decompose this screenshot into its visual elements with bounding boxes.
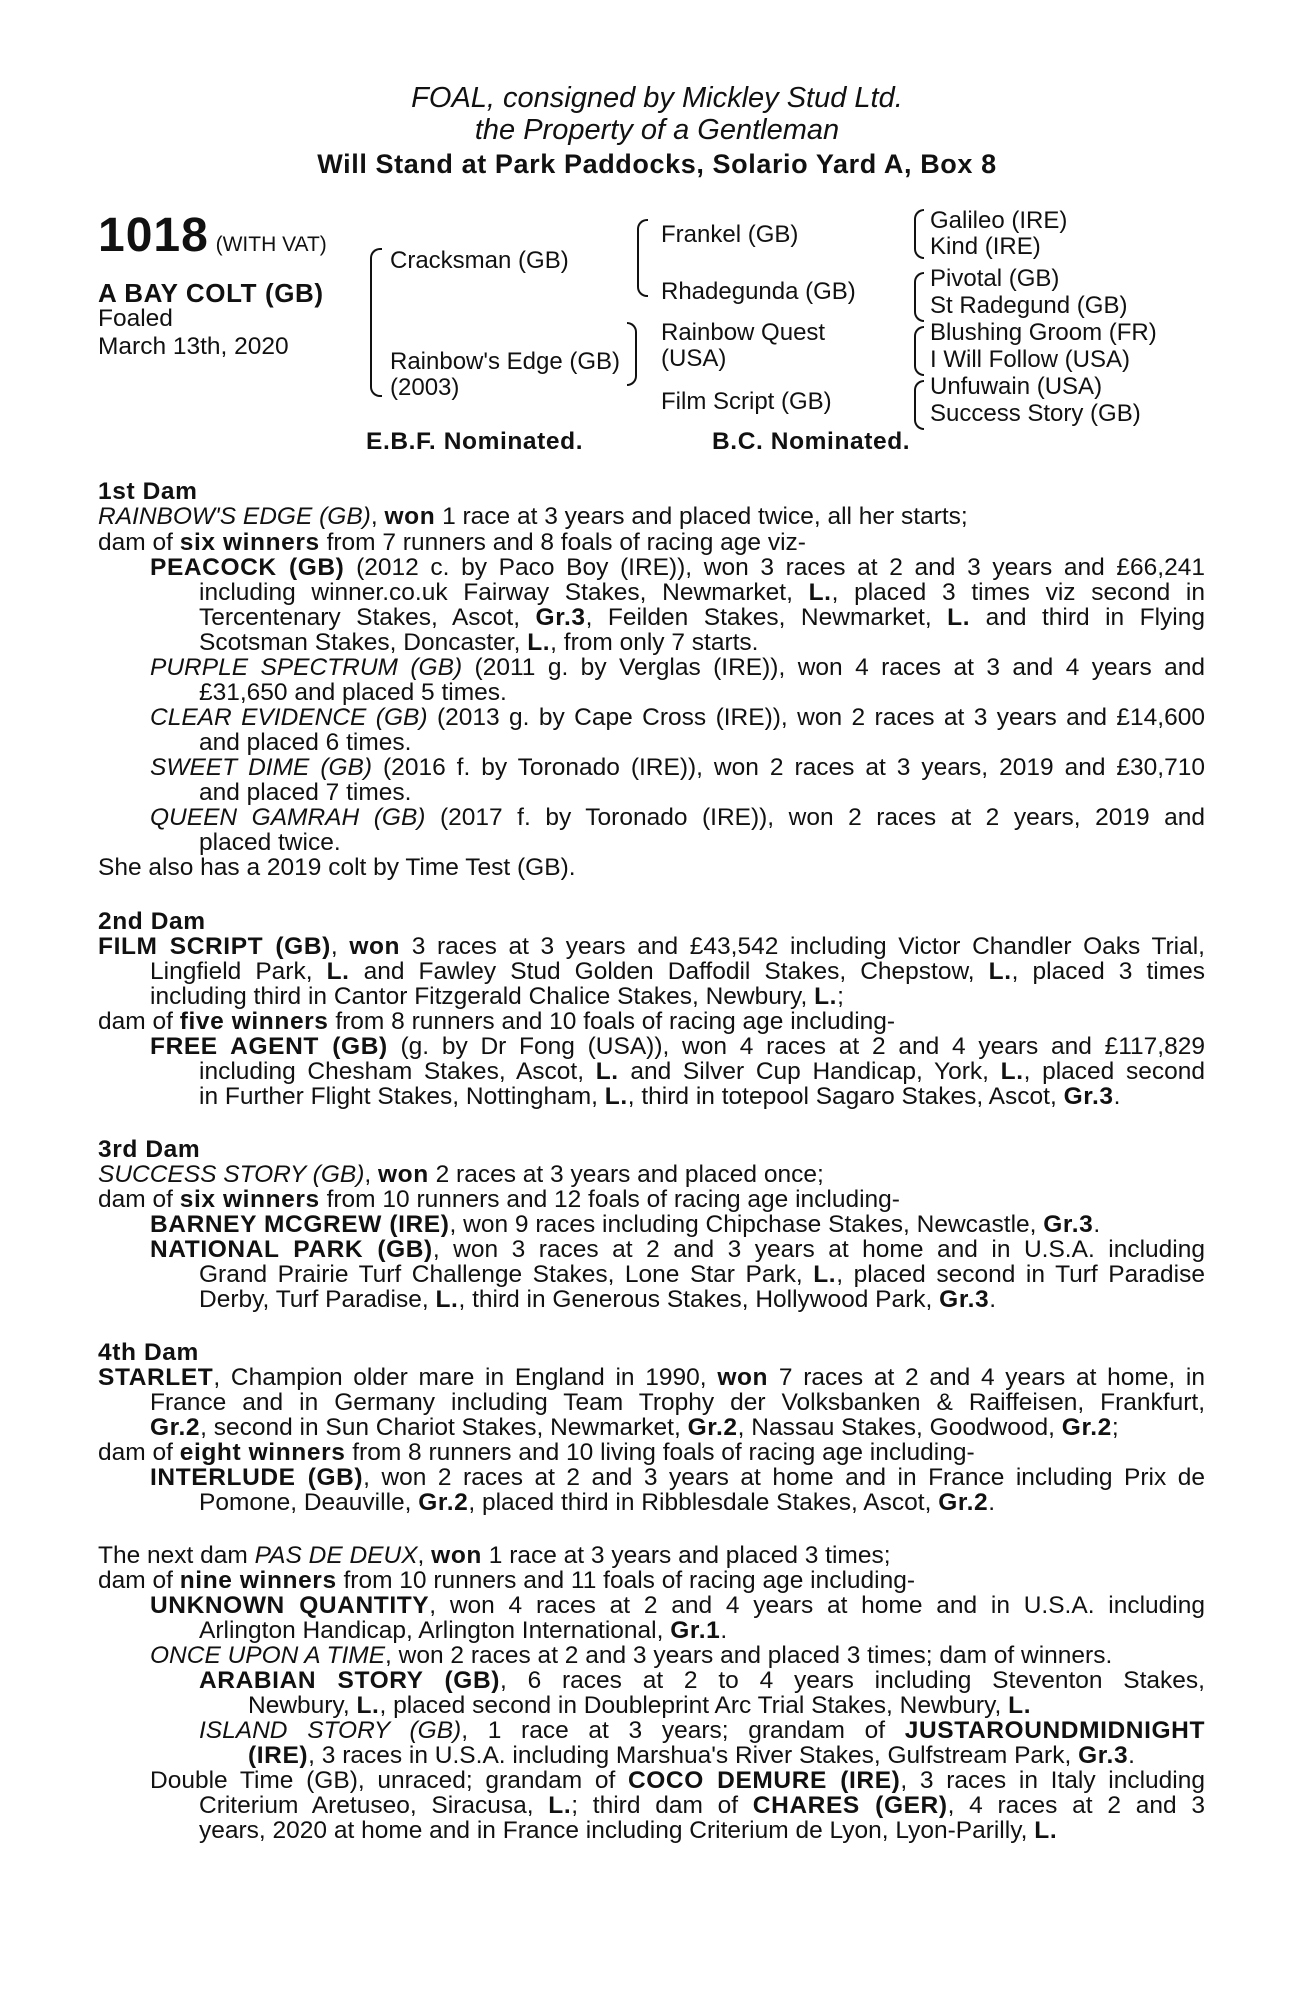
pedigree-dsd: I Will Follow (USA) [930,346,1131,373]
dam1-entry-clear-evidence: CLEAR EVIDENCE (GB) (2013 g. by Cape Cross (IRE)), won 2 races at 3 years and £14,600 [150,704,1205,731]
dam3-line: SUCCESS STORY (GB), won 2 races at 3 years and placed once; [98,1161,824,1188]
nextdam-entry-arabian-story-2: Newbury, L., placed second in Doubleprint Arc Trial Stakes, Newbury, L. [248,1692,1032,1719]
pedigree-ddd: Success Story (GB) [930,400,1141,427]
dam4-entry-interlude-2: Pomone, Deauville, Gr.2, placed third in Ribblesdale Stakes, Ascot, Gr.2. [199,1489,996,1516]
dam4-heading: 4th Dam [98,1339,199,1366]
nextdam-entry-island-story-2: (IRE), 3 races in U.S.A. including Marshua's River Stakes, Gulfstream Park, Gr.3. [248,1742,1135,1769]
pedigree-bracket-sire [637,219,648,297]
dam1-entry-peacock-4: Scotsman Stakes, Doncaster, L., from only 7 starts. [199,629,759,656]
dam1-entry-clear-evidence-2: and placed 6 times. [199,729,412,756]
dam4-line-2: France and in Germany including Team Trophy der Volksbanken & Raiffeisen, Frankfurt, [150,1389,1205,1416]
pedigree-ssd: Kind (IRE) [930,233,1041,260]
foaled-label: Foaled [98,305,173,332]
dam3-entry-national-park: NATIONAL PARK (GB), won 3 races at 2 and 3 years at home and in U.S.A. including [150,1236,1205,1263]
pedigree-bracket-main [370,248,382,397]
dam1-produce-line: dam of six winners from 7 runners and 8 foals of racing age viz- [98,529,806,556]
pedigree-sire: Cracksman (GB) [390,247,569,274]
dam3-entry-national-park-3: Derby, Turf Paradise, L., third in Generous Stakes, Hollywood Park, Gr.3. [199,1286,997,1313]
dam1-also: She also has a 2019 colt by Time Test (GB). [98,854,576,881]
pedigree-dds: Unfuwain (USA) [930,373,1103,400]
dam4-entry-interlude: INTERLUDE (GB), won 2 races at 2 and 3 years at home and in France including Prix de [150,1464,1205,1491]
property-line: the Property of a Gentleman [474,114,840,146]
nextdam-produce-line: dam of nine winners from 10 runners and 11 foals of racing age including- [98,1567,916,1594]
dam2-line: FILM SCRIPT (GB), won 3 races at 3 years and £43,542 including Victor Chandler Oaks Trial, [98,933,1205,960]
dam2-produce-line: dam of five winners from 8 runners and 10 foals of racing age including- [98,1008,896,1035]
dam2-entry-free-agent-2: including Chesham Stakes, Ascot, L. and Silver Cup Handicap, York, L., placed second [199,1058,1205,1085]
dam3-heading: 3rd Dam [98,1136,201,1163]
stand-location-line: Will Stand at Park Paddocks, Solario Yard A, Box 8 [317,149,997,179]
dam1-entry-purple-spectrum-2: £31,650 and placed 5 times. [199,679,507,706]
dam1-entry-purple-spectrum: PURPLE SPECTRUM (GB) (2011 g. by Verglas (IRE)), won 4 races at 3 and 4 years and [150,654,1206,681]
pedigree-ds: Rainbow Quest [661,319,826,346]
lot-name: A BAY COLT (GB) [98,278,324,308]
bc-nominated: B.C. Nominated. [712,428,911,455]
dam1-entry-peacock-2: including winner.co.uk Fairway Stakes, Newmarket, L., placed 3 times viz second in [199,579,1205,606]
nextdam-entry-once-upon-a-time: ONCE UPON A TIME, won 2 races at 2 and 3 years and placed 3 times; dam of winners. [150,1642,1113,1669]
dam1-entry-queen-gamrah: QUEEN GAMRAH (GB) (2017 f. by Toronado (IRE)), won 2 races at 2 years, 2019 and [150,804,1205,831]
dam4-produce-line: dam of eight winners from 8 runners and 10 living foals of racing age including- [98,1439,975,1466]
pedigree-dam-year: (2003) [390,374,460,401]
dam2-entry-free-agent-3: in Further Flight Stakes, Nottingham, L., third in totepool Sagaro Stakes, Ascot, Gr.3. [199,1083,1121,1110]
pedigree-dss: Blushing Groom (FR) [930,319,1157,346]
nextdam-entry-double-time-2: Criterium Aretuseo, Siracusa, L.; third dam of CHARES (GER), 4 races at 2 and 3 [199,1792,1205,1819]
dam3-entry-national-park-2: Grand Prairie Turf Challenge Stakes, Lone Star Park, L., placed second in Turf Paradise [199,1261,1205,1288]
nextdam-entry-unknown-quantity-2: Arlington Handicap, Arlington International, Gr.1. [199,1617,728,1644]
dam1-entry-queen-gamrah-2: placed twice. [199,829,341,856]
dam2-entry-free-agent: FREE AGENT (GB) (g. by Dr Fong (USA)), won 4 races at 2 and 4 years and £117,829 [150,1033,1205,1060]
foaled-date: March 13th, 2020 [98,333,289,360]
pedigree-sss: Galileo (IRE) [930,207,1068,234]
nextdam-entry-double-time: Double Time (GB), unraced; grandam of COCO DEMURE (IRE), 3 races in Italy including [150,1767,1205,1794]
pedigree-bracket-dd [914,380,924,430]
nextdam-entry-unknown-quantity: UNKNOWN QUANTITY, won 4 races at 2 and 4 years at home and in U.S.A. including [150,1592,1205,1619]
pedigree-sds: Pivotal (GB) [930,265,1060,292]
pedigree-dd: Film Script (GB) [661,388,832,415]
dam4-line-3: Gr.2, second in Sun Chariot Stakes, Newmarket, Gr.2, Nassau Stakes, Goodwood, Gr.2; [150,1414,1119,1441]
pedigree-bracket-ds [914,326,924,376]
lot-number: 1018 [98,209,209,262]
pedigree-bracket-ss [914,209,924,259]
ebf-nominated: E.B.F. Nominated. [366,428,584,455]
dam1-entry-sweet-dime-2: and placed 7 times. [199,779,412,806]
pedigree-dam: Rainbow's Edge (GB) [390,348,621,375]
dam1-entry-peacock-3: Tercentenary Stakes, Ascot, Gr.3, Feilden Stakes, Newmarket, L. and third in Flying [199,604,1206,631]
dam1-entry-peacock: PEACOCK (GB) (2012 c. by Paco Boy (IRE)), won 3 races at 2 and 3 years and £66,241 [150,554,1205,581]
dam3-produce-line: dam of six winners from 10 runners and 12 foals of racing age including- [98,1186,900,1213]
lot-heading [98,210,327,262]
dam1-line: RAINBOW'S EDGE (GB), won 1 race at 3 years and placed twice, all her starts; [98,503,968,530]
dam1-entry-sweet-dime: SWEET DIME (GB) (2016 f. by Toronado (IRE)), won 2 races at 3 years, 2019 and £30,710 [150,754,1205,781]
pedigree-bracket-sd [914,272,924,322]
dam2-line-2: Lingfield Park, L. and Fawley Stud Golden Daffodil Stakes, Chepstow, L., placed 3 times [150,958,1206,985]
consignor-line: FOAL, consigned by Mickley Stud Ltd. [411,82,903,114]
vat-note: (WITH VAT) [215,233,327,256]
pedigree-sd: Rhadegunda (GB) [661,278,856,305]
nextdam-entry-arabian-story: ARABIAN STORY (GB), 6 races at 2 to 4 years including Steventon Stakes, [199,1667,1205,1694]
dam1-heading: 1st Dam [98,478,198,505]
nextdam-line: The next dam PAS DE DEUX, won 1 race at 3 years and placed 3 times; [98,1542,891,1569]
pedigree-bracket-dam [627,322,637,386]
dam2-heading: 2nd Dam [98,908,206,935]
pedigree-ds-country: (USA) [661,345,727,372]
dam2-line-3: including third in Cantor Fitzgerald Chalice Stakes, Newbury, L.; [150,983,844,1010]
dam3-entry-barney-mcgrew: BARNEY MCGREW (IRE), won 9 races including Chipchase Stakes, Newcastle, Gr.3. [150,1211,1101,1238]
nextdam-entry-double-time-3: years, 2020 at home and in France including Criterium de Lyon, Lyon-Parilly, L. [199,1817,1058,1844]
dam4-line: STARLET, Champion older mare in England in 1990, won 7 races at 2 and 4 years at home, in [98,1364,1205,1391]
pedigree-sdd: St Radegund (GB) [930,292,1128,319]
nextdam-entry-island-story: ISLAND STORY (GB), 1 race at 3 years; grandam of JUSTAROUNDMIDNIGHT [199,1717,1206,1744]
pedigree-ss: Frankel (GB) [661,221,799,248]
